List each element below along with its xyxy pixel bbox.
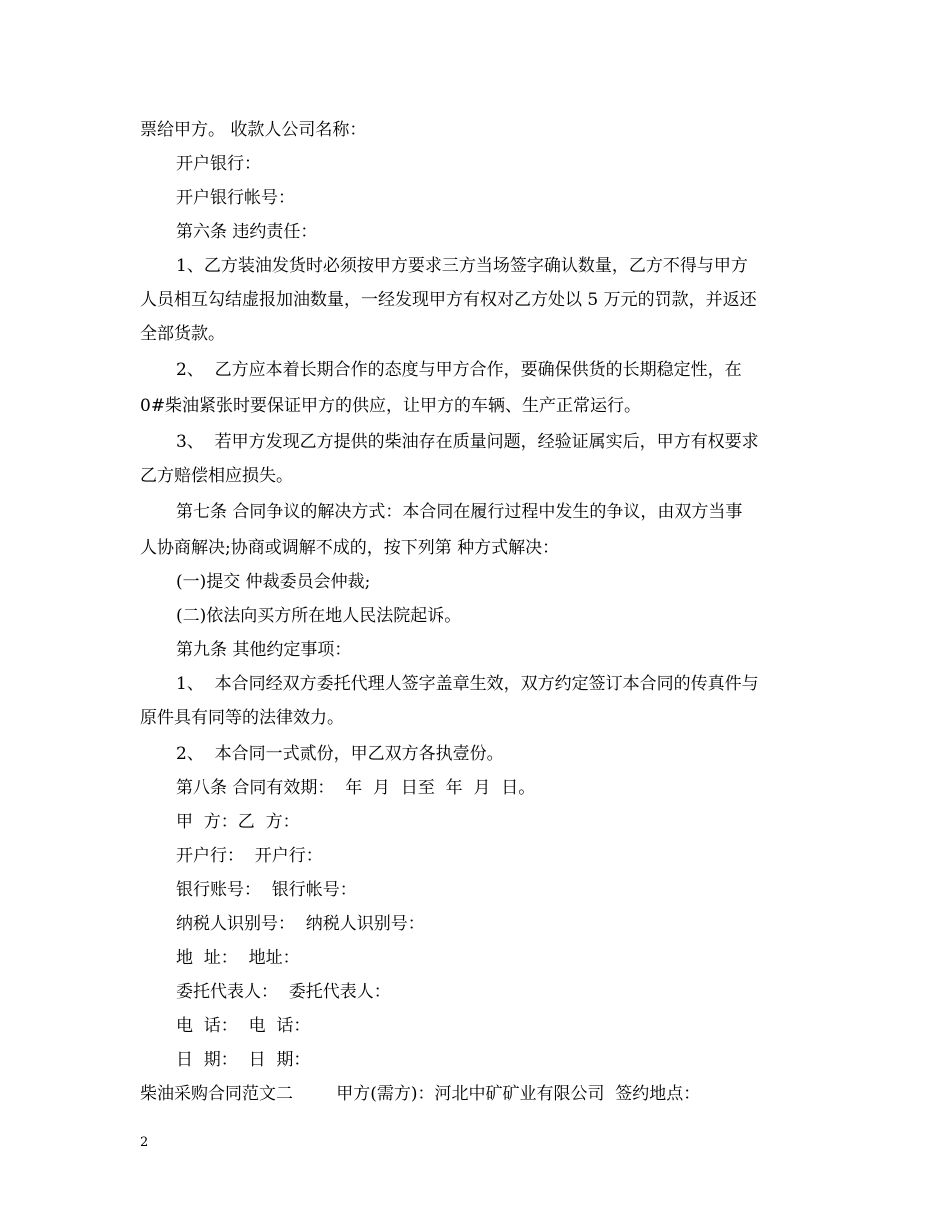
section-heading: 第七条 合同争议的解决方式：本合同在履行过程中发生的争议，由双方当事	[176, 502, 743, 522]
text-line: 3、 若甲方发现乙方提供的柴油存在质量问题，经验证属实后，甲方有权要求	[176, 432, 759, 452]
text-line: 0#柴油紧张时要保证甲方的供应，让甲方的车辆、生产正常运行。	[140, 396, 642, 416]
section-heading: 第九条 其他约定事项：	[176, 640, 352, 660]
text-line: 人员相互勾结虚报加油数量，一经发现甲方有权对乙方处以 5 万元的罚款，并返还	[140, 290, 757, 310]
text-line: 2、 本合同一式贰份，甲乙双方各执壹份。	[176, 744, 504, 764]
text-line: 1、乙方装油发货时必须按甲方要求三方当场签字确认数量，乙方不得与甲方	[176, 256, 748, 276]
signature-field: 纳税人识别号： 纳税人识别号：	[176, 914, 425, 934]
text-line: 乙方赔偿相应损失。	[140, 466, 293, 486]
text-line: 2、 乙方应本着长期合作的态度与甲方合作，要确保供货的长期稳定性，在	[176, 360, 742, 380]
signature-field: 地 址： 地址：	[176, 948, 300, 968]
text-line: (二)依法向买方所在地人民法院起诉。	[176, 606, 462, 626]
text-line: 原件具有同等的法律效力。	[140, 708, 344, 728]
text-line: (一)提交 仲裁委员会仲裁;	[176, 572, 371, 592]
signature-field: 委托代表人： 委托代表人：	[176, 982, 391, 1002]
text-line: 票给甲方。 收款人公司名称：	[140, 120, 367, 140]
signature-field: 日 期： 日 期：	[176, 1050, 311, 1070]
text-line: 人协商解决;协商或调解不成的，按下列第 种方式解决：	[140, 538, 560, 558]
signature-field: 银行账号： 银行帐号：	[176, 880, 357, 900]
text-line: 开户银行：	[176, 154, 261, 174]
signature-field: 电 话： 电 话：	[176, 1016, 311, 1036]
signature-field: 开户行： 开户行：	[176, 846, 323, 866]
text-line: 开户银行帐号：	[176, 188, 295, 208]
text-line: 柴油采购合同范文二 甲方(需方)：河北中矿矿业有限公司 签约地点：	[140, 1084, 701, 1104]
text-line: 1、 本合同经双方委托代理人签字盖章生效，双方约定签订本合同的传真件与	[176, 674, 759, 694]
signature-field: 甲 方：乙 方：	[176, 812, 300, 832]
text-line: 全部货款。	[140, 324, 225, 344]
page-number: 2	[140, 1135, 149, 1150]
section-heading: 第八条 合同有效期： 年 月 日至 年 月 日。	[176, 778, 536, 798]
section-heading: 第六条 违约责任：	[176, 222, 318, 242]
